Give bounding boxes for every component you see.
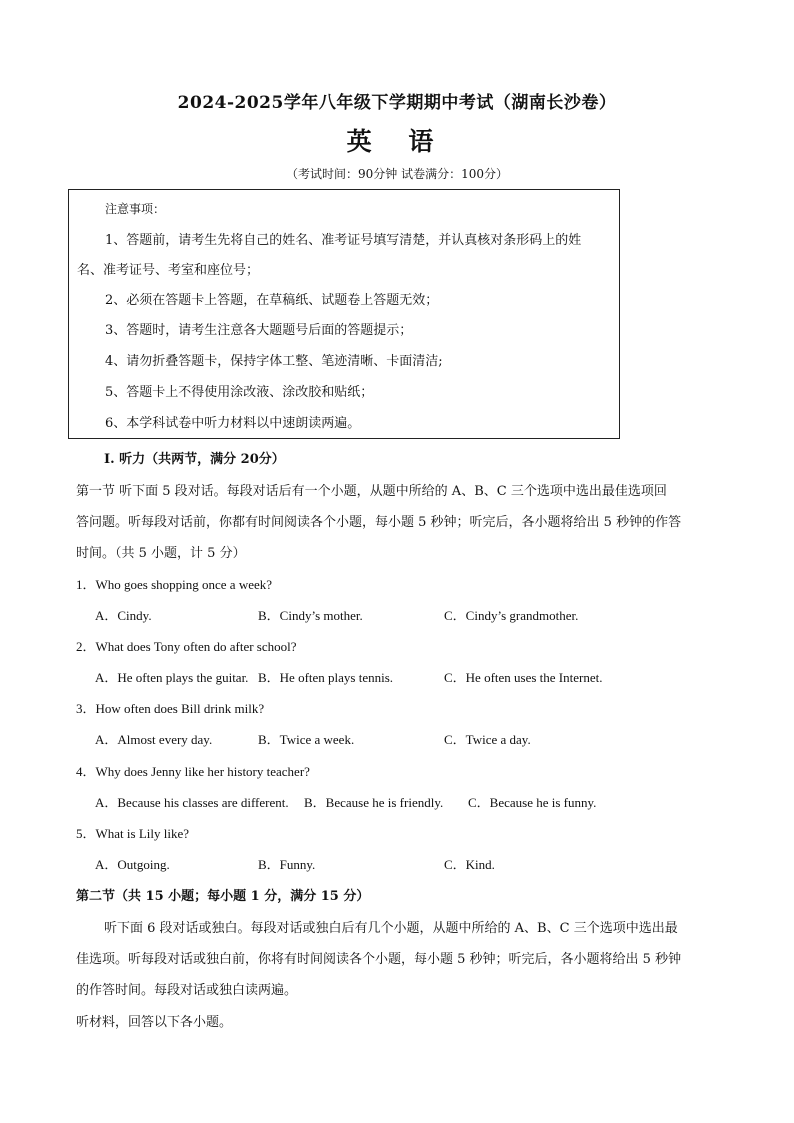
listen-note: 听材料，回答以下各小题。 [76,1015,233,1030]
notice-box [68,189,620,439]
notice-item: 名、准考证号、考室和座位号； [77,263,260,278]
section2-intro-line: 听下面 6 段对话或独白。每段对话或独白后有几个小题，从题中所给的 A、B、C 三个选项中选出最 [104,921,678,936]
option-a: A．Almost every day. [95,732,213,747]
option-c: C．He often uses the Internet. [444,670,603,685]
notice-item: 5、答题卡上不得使用涂改液、涂改胶和贴纸； [105,385,374,400]
exam-time-info: （考试时间：90分钟 试卷满分：100分） [286,167,508,181]
option-b: B．He often plays tennis. [258,670,394,685]
notice-item: 1、答题前，请考生先将自己的姓名、准考证号填写清楚，并认真核对条形码上的姓 [105,233,582,248]
option-a: A．He often plays the guitar. [95,670,249,685]
question-stem: 4．Why does Jenny like her history teacher? [76,764,310,779]
option-a: A．Because his classes are different. [95,795,289,810]
question-stem: 5．What is Lily like? [76,826,190,841]
section2-intro-line: 佳选项。听每段对话或独白前，你将有时间阅读各个小题，每小题 5 秒钟；听完后，各小题将给出 5 秒钟 [76,952,682,967]
notice-item: 2、必须在答题卡上答题，在草稿纸、试题卷上答题无效； [105,293,439,308]
section1-intro-line: 第一节 听下面 5 段对话。每段对话后有一个小题，从题中所给的 A、B、C 三个选项中选出最佳选项回 [76,484,667,499]
notice-item: 6、本学科试卷中听力材料以中速朗读两遍。 [105,416,361,431]
section2-intro-line: 的作答时间。每段对话或独白读两遍。 [76,983,298,998]
option-c: C．Because he is funny. [468,795,597,810]
option-a: A．Cindy. [95,608,152,623]
option-c: C．Kind. [444,857,495,872]
question-stem: 3．How often does Bill drink milk? [76,701,265,716]
subject-title: 英 语 [346,127,448,156]
option-b: B．Funny. [258,857,316,872]
option-c: C．Twice a day. [444,732,531,747]
section1-intro-line: 答问题。听每段对话前，你都有时间阅读各个小题，每小题 5 秒钟；听完后，各小题将给出 5 秒钟的作答 [76,515,682,530]
option-b: B．Cindy’s mother. [258,608,363,623]
section2-heading: 第二节（共 15 小题；每小题 1 分，满分 15 分） [76,889,370,904]
option-b: B．Twice a week. [258,732,355,747]
question-stem: 2．What does Tony often do after school? [76,639,297,654]
option-b: B．Because he is friendly. [304,795,444,810]
question-stem: 1．Who goes shopping once a week? [76,577,273,592]
notice-item: 4、请勿折叠答题卡，保持字体工整、笔迹清晰、卡面清洁; [105,354,443,369]
option-a: A．Outgoing. [95,857,170,872]
section1-heading: I. 听力（共两节，满分 20分） [104,452,285,467]
section1-intro-line: 时间。（共 5 小题，计 5 分） [76,546,246,561]
notice-title: 注意事项： [105,202,166,216]
exam-title: 2024-2025学年八年级下学期期中考试（湖南长沙卷） [177,93,617,113]
notice-item: 3、答题时，请考生注意各大题题号后面的答题提示； [105,323,413,338]
option-c: C．Cindy’s grandmother. [444,608,579,623]
